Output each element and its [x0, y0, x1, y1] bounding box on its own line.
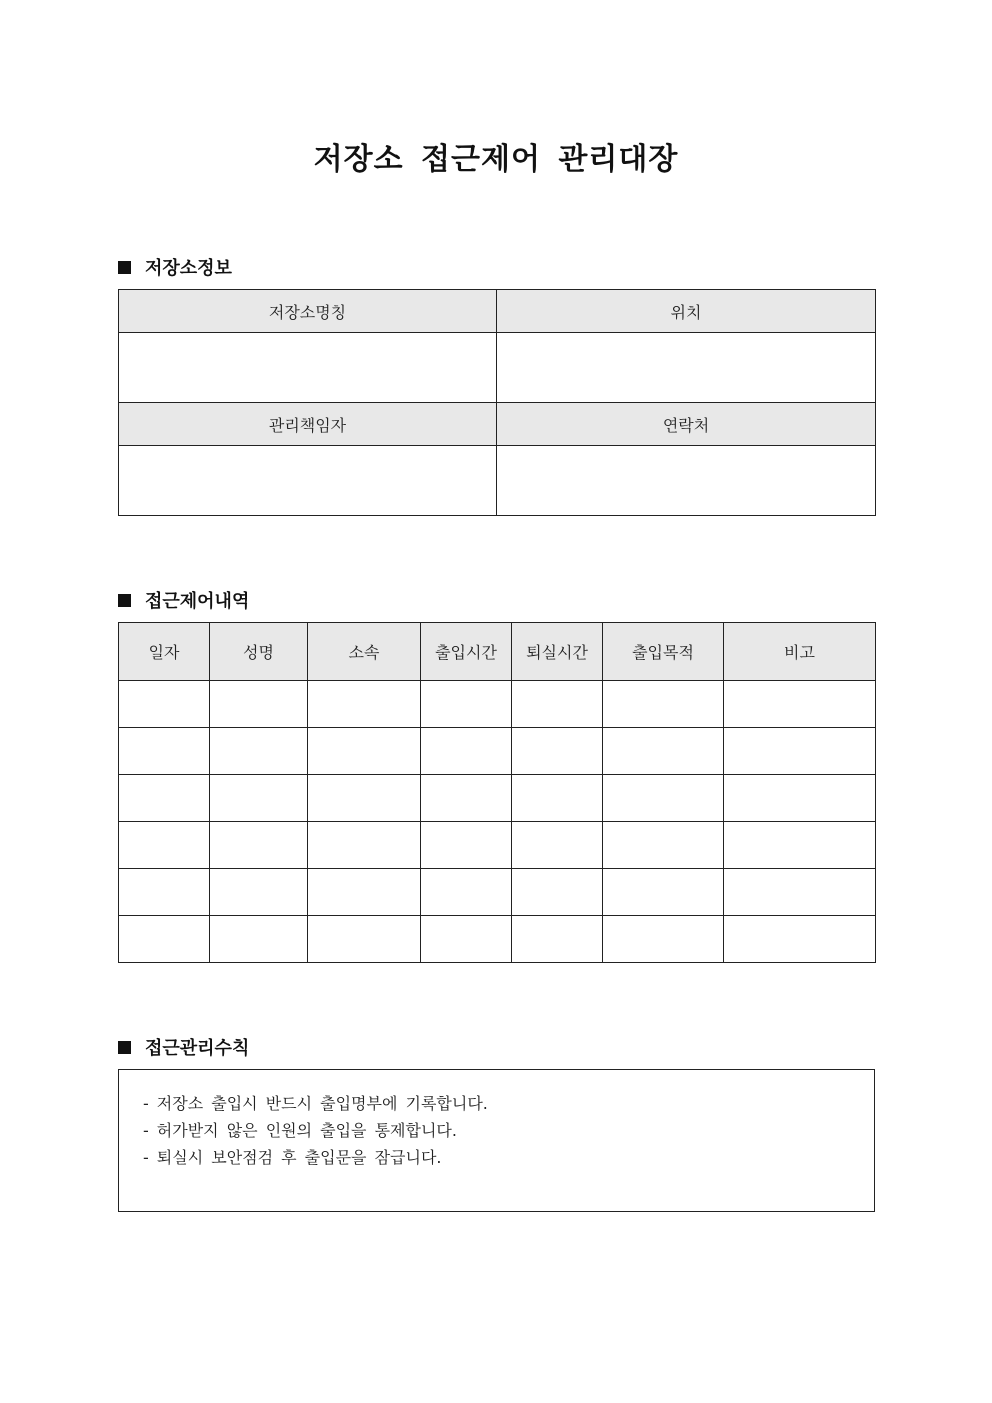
rules-list	[119, 1070, 874, 1171]
column-header-name: 성명	[210, 623, 308, 681]
table-cell[interactable]	[119, 681, 210, 728]
section-heading-rules	[118, 1034, 249, 1060]
table-cell[interactable]	[119, 822, 210, 869]
table-cell[interactable]	[421, 775, 512, 822]
table-cell[interactable]	[210, 728, 308, 775]
table-cell[interactable]	[603, 869, 724, 916]
dash-bullet: -	[143, 1148, 149, 1167]
table-cell[interactable]	[724, 728, 876, 775]
rule-item	[143, 1090, 874, 1117]
section-heading-label: 접근제어내역	[145, 591, 250, 612]
table-cell[interactable]	[603, 916, 724, 963]
table-cell[interactable]	[512, 822, 603, 869]
table-cell[interactable]	[308, 681, 421, 728]
column-header-purpose: 출입목적	[603, 623, 724, 681]
table-cell[interactable]	[512, 728, 603, 775]
storage-info-table	[118, 289, 876, 516]
table-cell[interactable]	[421, 728, 512, 775]
table-row	[119, 916, 876, 963]
rule-text: 허가받지 않은 인원의 출입을 통제합니다.	[156, 1121, 457, 1140]
access-log-table	[118, 622, 876, 963]
rules-box	[118, 1069, 875, 1212]
table-cell[interactable]	[308, 869, 421, 916]
table-cell[interactable]	[119, 775, 210, 822]
table-cell[interactable]	[421, 869, 512, 916]
dash-bullet: -	[143, 1121, 149, 1140]
table-cell[interactable]	[119, 869, 210, 916]
table-cell[interactable]	[724, 822, 876, 869]
location-label: 위치	[497, 290, 876, 333]
table-cell[interactable]	[603, 822, 724, 869]
table-cell[interactable]	[603, 775, 724, 822]
table-cell[interactable]	[421, 681, 512, 728]
table-cell[interactable]	[210, 822, 308, 869]
section-heading-label: 저장소정보	[145, 258, 232, 279]
table-cell[interactable]	[119, 916, 210, 963]
location-field[interactable]	[497, 333, 876, 403]
rule-item	[143, 1144, 874, 1171]
manager-field[interactable]	[119, 446, 497, 516]
table-cell[interactable]	[210, 775, 308, 822]
table-cell[interactable]	[308, 916, 421, 963]
table-cell[interactable]	[512, 869, 603, 916]
table-cell[interactable]	[421, 916, 512, 963]
page-title: 저장소 접근제어 관리대장	[313, 142, 679, 177]
square-bullet-icon	[118, 1041, 131, 1054]
contact-field[interactable]	[497, 446, 876, 516]
table-row	[119, 822, 876, 869]
section-heading-access-log	[118, 587, 249, 613]
table-row	[119, 728, 876, 775]
table-row	[119, 681, 876, 728]
section-heading-label: 접근관리수칙	[145, 1038, 250, 1059]
square-bullet-icon	[118, 594, 131, 607]
table-cell[interactable]	[512, 681, 603, 728]
table-cell[interactable]	[724, 681, 876, 728]
column-header-entry-time: 출입시간	[421, 623, 512, 681]
table-cell[interactable]	[724, 916, 876, 963]
access-log-rows	[119, 681, 876, 963]
table-cell[interactable]	[119, 728, 210, 775]
table-cell[interactable]	[421, 822, 512, 869]
table-cell[interactable]	[210, 869, 308, 916]
table-cell[interactable]	[512, 775, 603, 822]
rule-text: 저장소 출입시 반드시 출입명부에 기록합니다.	[156, 1094, 488, 1113]
table-cell[interactable]	[724, 869, 876, 916]
manager-label: 관리책임자	[119, 403, 497, 446]
table-cell[interactable]	[308, 822, 421, 869]
table-row	[119, 775, 876, 822]
table-row	[119, 869, 876, 916]
rule-item	[143, 1117, 874, 1144]
storage-name-field[interactable]	[119, 333, 497, 403]
column-header-remarks: 비고	[724, 623, 876, 681]
section-heading-storage-info	[118, 254, 232, 280]
table-cell[interactable]	[603, 681, 724, 728]
column-header-exit-time: 퇴실시간	[512, 623, 603, 681]
table-cell[interactable]	[210, 681, 308, 728]
table-cell[interactable]	[512, 916, 603, 963]
table-cell[interactable]	[210, 916, 308, 963]
contact-label: 연락처	[497, 403, 876, 446]
square-bullet-icon	[118, 261, 131, 274]
storage-name-label: 저장소명칭	[119, 290, 497, 333]
column-header-date: 일자	[119, 623, 210, 681]
table-cell[interactable]	[308, 728, 421, 775]
rule-text: 퇴실시 보안점검 후 출입문을 잠급니다.	[156, 1148, 442, 1167]
dash-bullet: -	[143, 1094, 149, 1113]
table-cell[interactable]	[603, 728, 724, 775]
table-cell[interactable]	[724, 775, 876, 822]
column-header-affiliation: 소속	[308, 623, 421, 681]
table-cell[interactable]	[308, 775, 421, 822]
